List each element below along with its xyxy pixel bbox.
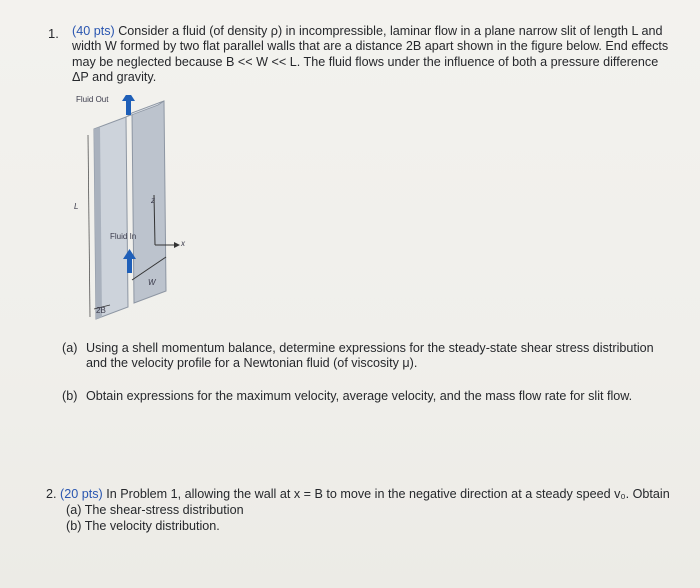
- back-wall: [132, 101, 166, 303]
- problem-1-statement: Consider a fluid (of density ρ) in incompressible, laminar flow in a plane narrow slit of length L and width W formed by two flat parallel walls that are a distance 2B apart shown in the figure below. End effects may be neglected because B << W << L. The fluid flows under the influence of both a pressure difference ΔP and gravity.: [72, 24, 669, 84]
- problem-1-number: 1.: [48, 26, 59, 41]
- problem-2-part-a: [46, 502, 676, 518]
- problem-1-part-a: [62, 341, 672, 372]
- fluid-out-arrow-icon: [122, 95, 135, 115]
- problem-1-text: [72, 24, 670, 85]
- part-label: (a): [66, 503, 82, 517]
- part-label: (a): [62, 341, 78, 355]
- part-text: Obtain expressions for the maximum velocity, average velocity, and the mass flow rate for slit flow.: [86, 389, 633, 403]
- problem-2-points: (20 pts): [60, 487, 103, 501]
- z-axis-label: z: [151, 196, 155, 205]
- part-text: The shear-stress distribution: [84, 503, 244, 517]
- problem-1-points: (40 pts): [72, 24, 115, 38]
- width-label: W: [148, 278, 156, 287]
- length-label: L: [74, 202, 79, 211]
- part-text: Using a shell momentum balance, determine expressions for the steady-state shear stress distribution and the velocity profile for a Newtonian fluid (of viscosity μ).: [86, 341, 654, 371]
- problem-2-number: 2.: [46, 487, 57, 501]
- fluid-in-label: Fluid In: [110, 232, 137, 241]
- problem-2-part-b: [46, 518, 676, 534]
- gap-label: 2B: [96, 306, 106, 315]
- length-dimension-line: [88, 135, 90, 317]
- problem-2-statement: In Problem 1, allowing the wall at x = B to move in the negative direction at a steady speed v₀. Obtain: [106, 487, 670, 501]
- slit-flow-figure: [70, 95, 220, 325]
- part-label: (b): [66, 519, 82, 533]
- slit-diagram: [70, 95, 220, 325]
- x-axis-arrowhead: [174, 242, 180, 248]
- fluid-out-label: Fluid Out: [76, 95, 109, 104]
- problem-1-part-b: [62, 389, 672, 404]
- part-text: The velocity distribution.: [84, 519, 220, 533]
- x-axis-label: x: [181, 239, 185, 248]
- problem-2: [46, 486, 676, 534]
- part-label: (b): [62, 389, 78, 403]
- problem-2-header: [46, 486, 676, 502]
